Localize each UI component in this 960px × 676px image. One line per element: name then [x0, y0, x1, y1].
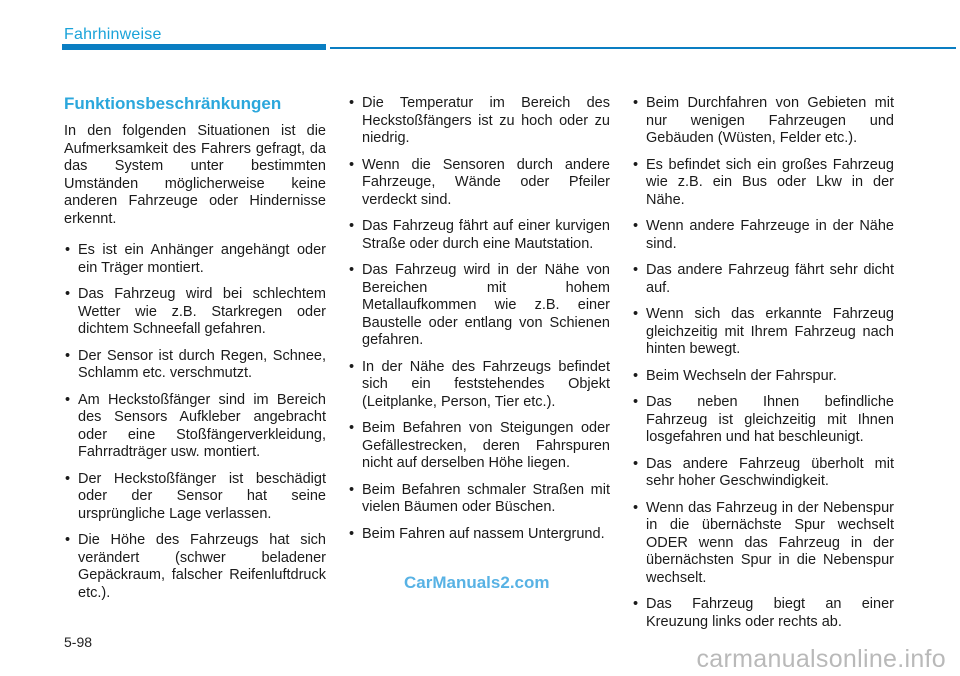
footer-watermark: carmanualsonline.info: [696, 645, 946, 673]
list-item: • Beim Fahren auf nassem Untergrund.: [348, 526, 610, 544]
header-rule-thick: [62, 44, 326, 50]
page-number: 5-98: [64, 634, 93, 650]
list-item: • Beim Wechseln der Fahrspur.: [632, 368, 894, 386]
column-1: [64, 94, 326, 611]
bullet-list-1: [64, 242, 326, 602]
list-item: • Die Temperatur im Bereich des Heckstoßfängers ist zu hoch oder zu niedrig.: [348, 95, 610, 148]
list-item: • Die Höhe des Fahrzeugs hat sich verändert (schwer beladener Gepäckraum, falscher Reifenluftdruck etc.).: [64, 532, 326, 602]
bullet-list-2: [348, 95, 610, 543]
column-2: [348, 95, 610, 552]
list-item: • Beim Durchfahren von Gebieten mit nur wenigen Fahrzeugen und Gebäuden (Wüsten, Felder etc.).: [632, 95, 894, 148]
list-item: • In der Nähe des Fahrzeugs befindet sich ein feststehendes Objekt (Leitplanke, Person, Tier etc.).: [348, 359, 610, 412]
list-item: • Der Sensor ist durch Regen, Schnee, Schlamm etc. verschmutzt.: [64, 348, 326, 383]
list-item: • Wenn sich das erkannte Fahrzeug gleichzeitig mit Ihrem Fahrzeug nach hinten bewegt.: [632, 306, 894, 359]
list-item: • Es befindet sich ein großes Fahrzeug wie z.B. ein Bus oder Lkw in der Nähe.: [632, 157, 894, 210]
list-item: • Das andere Fahrzeug fährt sehr dicht auf.: [632, 262, 894, 297]
header-rule-thin: [330, 47, 956, 49]
list-item: • Beim Befahren von Steigungen oder Gefällestrecken, deren Fahrspuren nicht auf derselben Höhe liegen.: [348, 420, 610, 473]
list-item: • Das Fahrzeug fährt auf einer kurvigen Straße oder durch eine Mautstation.: [348, 218, 610, 253]
list-item: • Der Heckstoßfänger ist beschädigt oder der Sensor hat seine ursprüngliche Lage verlassen.: [64, 471, 326, 524]
list-item: • Beim Befahren schmaler Straßen mit vielen Bäumen oder Büschen.: [348, 482, 610, 517]
list-item: • Das Fahrzeug biegt an einer Kreuzung links oder rechts ab.: [632, 596, 894, 631]
list-item: • Am Heckstoßfänger sind im Bereich des Sensors Aufkleber angebracht oder eine Stoßfängerverkleidung, Fahrradträger usw. montiert.: [64, 392, 326, 462]
list-item: • Das neben Ihnen befindliche Fahrzeug ist gleichzeitig mit Ihnen losgefahren und hat beschleunigt.: [632, 394, 894, 447]
list-item: • Wenn das Fahrzeug in der Nebenspur in die übernächste Spur wechselt ODER wenn das Fahrzeug in der übernächsten Spur in die Nebenspur wechselt.: [632, 500, 894, 588]
bullet-list-3: [632, 95, 894, 631]
section-heading: Funktionsbeschränkungen: [64, 94, 282, 113]
list-item: • Das Fahrzeug wird in der Nähe von Bereichen mit hohem Metallaufkommen wie z.B. einer Baustelle oder entlang von Schienen gefahren.: [348, 262, 610, 350]
list-item: • Wenn andere Fahrzeuge in der Nähe sind.: [632, 218, 894, 253]
watermark-link[interactable]: CarManuals2.com: [404, 573, 550, 592]
list-item: • Es ist ein Anhänger angehängt oder ein Träger montiert.: [64, 242, 326, 277]
list-item: • Wenn die Sensoren durch andere Fahrzeuge, Wände oder Pfeiler verdeckt sind.: [348, 157, 610, 210]
column-3: [632, 95, 894, 640]
list-item: • Das Fahrzeug wird bei schlechtem Wetter wie z.B. Starkregen oder dichtem Schneefall gefahren.: [64, 286, 326, 339]
intro-paragraph: In den folgenden Situationen ist die Aufmerksamkeit des Fahrers gefragt, da das System unter bestimmten Umständen möglicherweise keine anderen Fahrzeuge oder Hindernisse erkennt.: [64, 123, 326, 227]
section-label: Fahrhinweise: [64, 26, 162, 43]
list-item: • Das andere Fahrzeug überholt mit sehr hoher Geschwindigkeit.: [632, 456, 894, 491]
